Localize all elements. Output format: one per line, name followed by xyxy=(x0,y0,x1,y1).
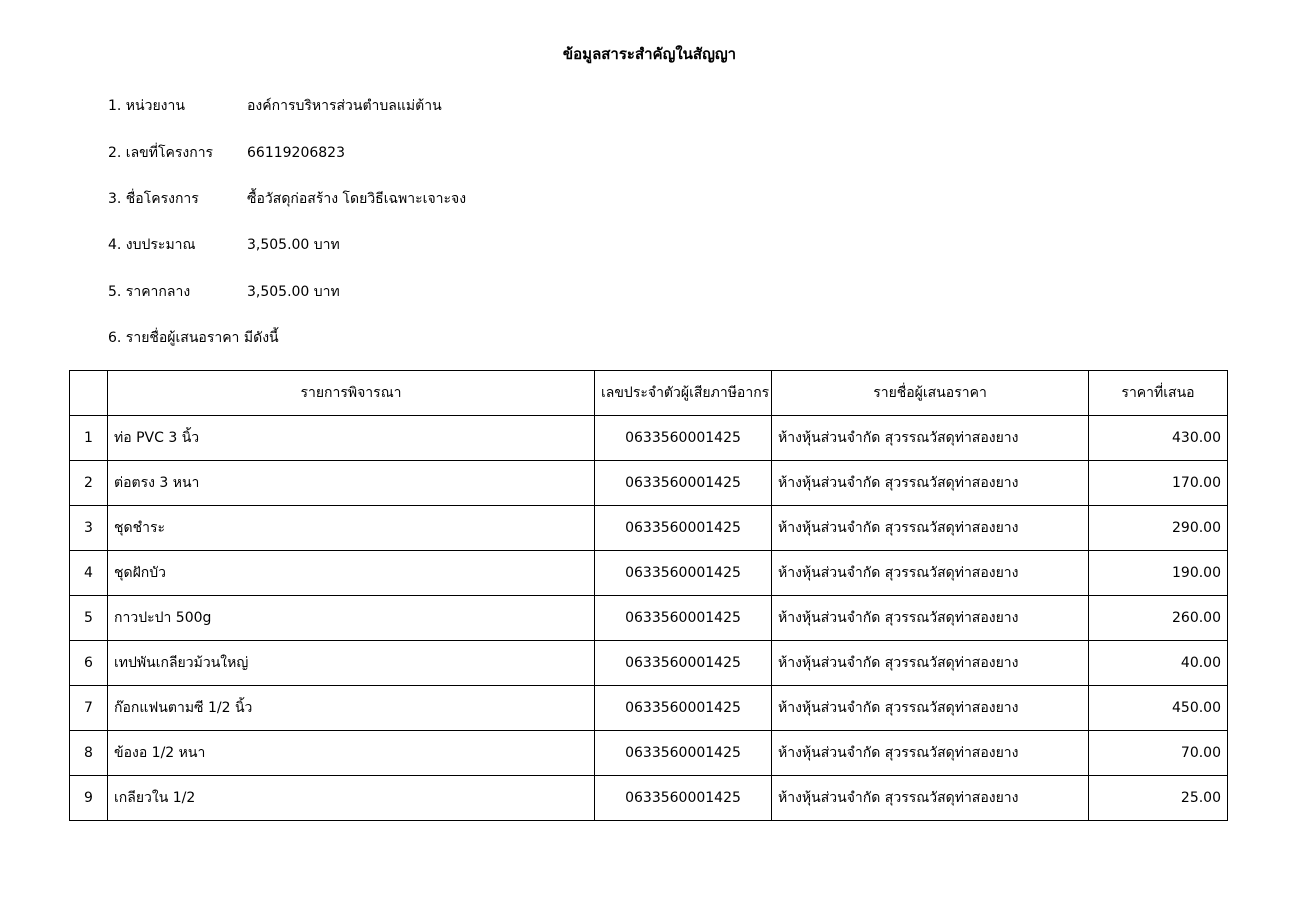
cell-item: เทปพันเกลียวม้วนใหญ่ xyxy=(108,641,595,686)
table-row xyxy=(70,551,1228,596)
cell-item: ก๊อกแฟนตามซี 1/2 นิ้ว xyxy=(108,686,595,731)
table-row xyxy=(70,776,1228,821)
cell-bidder: ห้างหุ้นส่วนจำกัด สุวรรณวัสดุท่าสองยาง xyxy=(772,506,1089,551)
cell-bidder: ห้างหุ้นส่วนจำกัด สุวรรณวัสดุท่าสองยาง xyxy=(772,416,1089,461)
cell-price: 450.00 xyxy=(1089,686,1228,731)
cell-tax-id: 0633560001425 xyxy=(595,686,772,731)
cell-bidder: ห้างหุ้นส่วนจำกัด สุวรรณวัสดุท่าสองยาง xyxy=(772,686,1089,731)
cell-bidder: ห้างหุ้นส่วนจำกัด สุวรรณวัสดุท่าสองยาง xyxy=(772,461,1089,506)
cell-item: กาวปะปา 500g xyxy=(108,596,595,641)
info-label: 1. หน่วยงาน xyxy=(108,98,185,114)
cell-no: 3 xyxy=(70,506,108,551)
cell-price: 290.00 xyxy=(1089,506,1228,551)
cell-tax-id: 0633560001425 xyxy=(595,731,772,776)
info-label: 3. ชื่อโครงการ xyxy=(108,191,199,207)
bidders-table xyxy=(69,370,1228,821)
cell-bidder: ห้างหุ้นส่วนจำกัด สุวรรณวัสดุท่าสองยาง xyxy=(772,641,1089,686)
cell-item: เกลียวใน 1/2 xyxy=(108,776,595,821)
cell-tax-id: 0633560001425 xyxy=(595,551,772,596)
cell-item: ท่อ PVC 3 นิ้ว xyxy=(108,416,595,461)
page-title: ข้อมูลสาระสำคัญในสัญญา xyxy=(562,45,737,63)
cell-price: 260.00 xyxy=(1089,596,1228,641)
table-row xyxy=(70,596,1228,641)
cell-tax-id: 0633560001425 xyxy=(595,461,772,506)
table-row xyxy=(70,461,1228,506)
cell-no: 6 xyxy=(70,641,108,686)
info-value: ซื้อวัสดุก่อสร้าง โดยวิธีเฉพาะเจาะจง xyxy=(247,191,467,207)
table-row xyxy=(70,506,1228,551)
info-label: 6. รายชื่อผู้เสนอราคา มีดังนี้ xyxy=(108,330,279,346)
table-row xyxy=(70,686,1228,731)
info-label: 4. งบประมาณ xyxy=(108,237,196,253)
table-row xyxy=(70,416,1228,461)
cell-bidder: ห้างหุ้นส่วนจำกัด สุวรรณวัสดุท่าสองยาง xyxy=(772,776,1089,821)
info-value: 3,505.00 บาท xyxy=(247,284,340,300)
cell-no: 2 xyxy=(70,461,108,506)
cell-item: ชุดชำระ xyxy=(108,506,595,551)
cell-price: 70.00 xyxy=(1089,731,1228,776)
cell-price: 40.00 xyxy=(1089,641,1228,686)
info-label: 2. เลขที่โครงการ xyxy=(108,145,214,161)
header-bidder: รายชื่อผู้เสนอราคา xyxy=(772,371,1089,416)
info-label: 5. ราคากลาง xyxy=(108,284,191,300)
cell-no: 5 xyxy=(70,596,108,641)
header-price: ราคาที่เสนอ xyxy=(1089,371,1228,416)
cell-tax-id: 0633560001425 xyxy=(595,506,772,551)
cell-price: 25.00 xyxy=(1089,776,1228,821)
info-value: 3,505.00 บาท xyxy=(247,237,340,253)
cell-bidder: ห้างหุ้นส่วนจำกัด สุวรรณวัสดุท่าสองยาง xyxy=(772,731,1089,776)
cell-no: 4 xyxy=(70,551,108,596)
cell-bidder: ห้างหุ้นส่วนจำกัด สุวรรณวัสดุท่าสองยาง xyxy=(772,551,1089,596)
cell-no: 9 xyxy=(70,776,108,821)
cell-tax-id: 0633560001425 xyxy=(595,596,772,641)
cell-price: 190.00 xyxy=(1089,551,1228,596)
cell-bidder: ห้างหุ้นส่วนจำกัด สุวรรณวัสดุท่าสองยาง xyxy=(772,596,1089,641)
info-value: องค์การบริหารส่วนตำบลแม่ต้าน xyxy=(247,98,442,114)
header-tax-id: เลขประจำตัวผู้เสียภาษีอากร xyxy=(595,371,772,416)
cell-no: 7 xyxy=(70,686,108,731)
header-item: รายการพิจารณา xyxy=(108,371,595,416)
cell-price: 170.00 xyxy=(1089,461,1228,506)
info-value: 66119206823 xyxy=(247,145,345,161)
table-row xyxy=(70,731,1228,776)
cell-tax-id: 0633560001425 xyxy=(595,641,772,686)
cell-no: 8 xyxy=(70,731,108,776)
header-no xyxy=(70,371,108,416)
cell-item: ชุดฝักบัว xyxy=(108,551,595,596)
cell-item: ข้องอ 1/2 หนา xyxy=(108,731,595,776)
cell-price: 430.00 xyxy=(1089,416,1228,461)
cell-tax-id: 0633560001425 xyxy=(595,776,772,821)
cell-item: ต่อตรง 3 หนา xyxy=(108,461,595,506)
table-header-row xyxy=(70,371,1228,416)
cell-tax-id: 0633560001425 xyxy=(595,416,772,461)
cell-no: 1 xyxy=(70,416,108,461)
table-row xyxy=(70,641,1228,686)
